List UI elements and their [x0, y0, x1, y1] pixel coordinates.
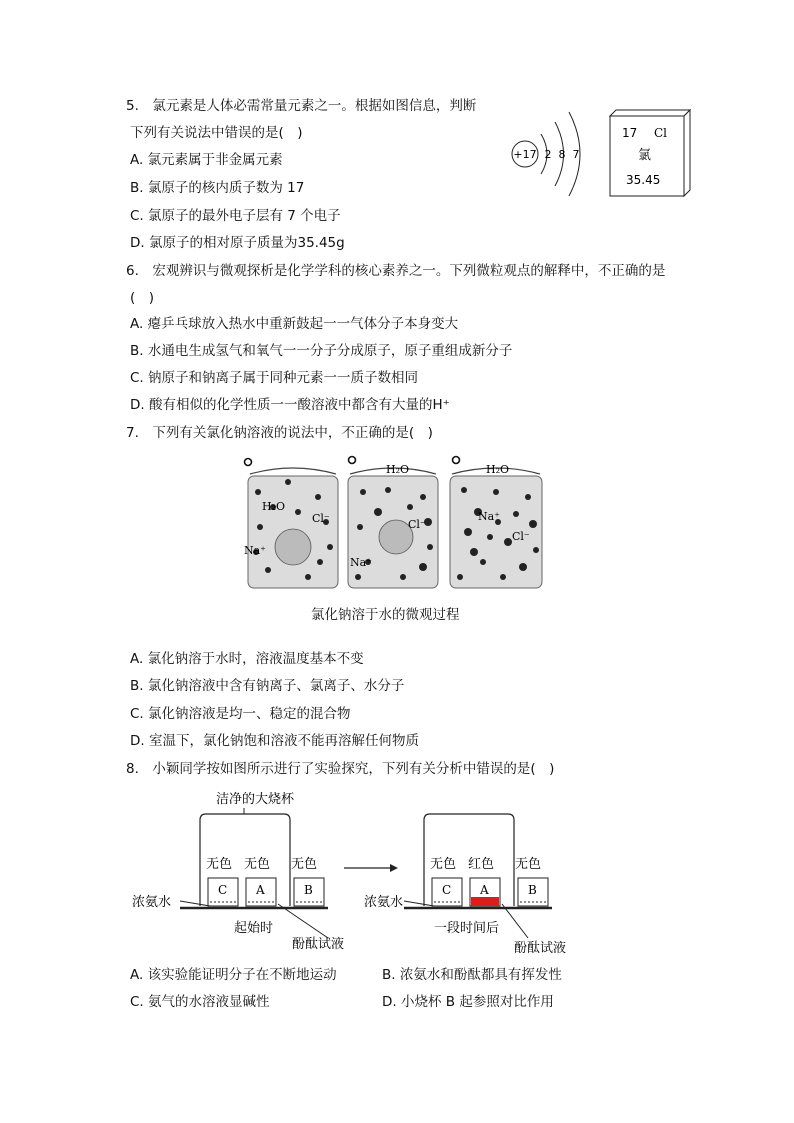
q5-stem-line1: 5. 氯元素是人体必需常量元素之一。根据如图信息，判断 — [126, 98, 477, 114]
time-label-right: 一段时间后 — [434, 921, 500, 936]
big-beaker-label: 洁净的大烧杯 — [216, 792, 295, 807]
q6-stem-line2: ( ) — [130, 290, 155, 306]
shell-electrons-3: 7 — [572, 148, 580, 161]
beaker-rim-1 — [250, 468, 336, 474]
q7-option-a: A. 氯化钠溶于水时，溶液温度基本不变 — [130, 651, 364, 667]
q6-option-d: D. 酸有相似的化学性质一一酸溶液中都含有大量的H⁺ — [130, 397, 450, 413]
h2o-label-2: H₂O — [386, 463, 410, 476]
cup-label-right-b: 无色 — [515, 857, 542, 872]
element-mass: 35.45 — [626, 173, 661, 187]
indicator-label-left: 酚酞试液 — [292, 937, 345, 952]
shell-electrons-1: 2 — [544, 148, 552, 161]
h2o-label-1: H₂O — [262, 500, 286, 513]
element-symbol: Cl — [654, 126, 668, 140]
q6-option-b: B. 水通电生成氢气和氧气一一分子分成原子，原子重组成新分子 — [130, 343, 513, 359]
cup-label-left-a: 无色 — [244, 857, 271, 872]
atom-structure-diagram — [505, 102, 605, 202]
cup-a-red-solution — [471, 897, 499, 906]
q8-option-a: A. 该实验能证明分子在不断地运动 — [130, 967, 337, 983]
cl-label-1: Cl⁻ — [312, 512, 330, 525]
q8-stem: 8. 小颖同学按如图所示进行了实验探究，下列有关分析中错误的是( ) — [126, 761, 555, 777]
q5-option-d: D. 氯原子的相对原子质量为35.45g — [130, 235, 345, 251]
time-label-left: 起始时 — [234, 921, 274, 936]
q7-option-d: D. 室温下，氯化钠饱和溶液不能再溶解任何物质 — [130, 733, 419, 749]
cup-label-left-b: 无色 — [291, 857, 318, 872]
q6-option-c: C. 钠原子和钠离子属于同种元素一一质子数相同 — [130, 370, 419, 386]
q7-option-b: B. 氯化钠溶液中含有钠离子、氯离子、水分子 — [130, 678, 405, 694]
q7-stem: 7. 下列有关氯化钠溶液的说法中，不正确的是( ) — [126, 425, 433, 441]
cup-c-left-letter: C — [218, 883, 228, 897]
cup-b-right-letter: B — [528, 883, 537, 897]
cup-label-left-c: 无色 — [206, 857, 233, 872]
element-number: 17 — [622, 126, 638, 140]
element-card — [606, 106, 692, 200]
na-label-2: Na⁺ — [350, 556, 372, 569]
ammonia-experiment-diagram — [128, 786, 588, 960]
q5-option-c: C. 氯原子的最外电子层有 7 个电子 — [130, 208, 341, 224]
q7-figure-caption: 氯化钠溶于水的微观过程 — [311, 607, 460, 623]
shell-electrons-2: 8 — [558, 148, 566, 161]
cup-b-left-letter: B — [304, 883, 313, 897]
cl-label-2: Cl⁻ — [408, 518, 426, 531]
q8-option-d: D. 小烧杯 B 起参照对比作用 — [382, 994, 554, 1010]
cup-label-right-c: 无色 — [430, 857, 457, 872]
nacl-dissolution-figure — [238, 452, 568, 594]
q6-option-a: A. 瘪乒乓球放入热水中重新鼓起一一气体分子本身变大 — [130, 316, 459, 332]
na-label-3: Na⁺ — [478, 510, 500, 523]
cup-a-right-letter: A — [480, 883, 489, 897]
cup-label-right-a: 红色 — [468, 857, 495, 872]
q6-stem-line1: 6. 宏观辨识与微观探析是化学学科的核心素养之一。下列微粒观点的解释中，不正确的是 — [126, 263, 666, 279]
cup-c-right-letter: C — [442, 883, 452, 897]
q8-option-c: C. 氨气的水溶液显碱性 — [130, 994, 270, 1010]
q8-option-b: B. 浓氨水和酚酞都具有挥发性 — [382, 967, 562, 983]
ammonia-label-right: 浓氨水 — [364, 895, 404, 910]
na-label-1: Na⁺ — [244, 544, 266, 557]
cl-label-3: Cl⁻ — [512, 530, 530, 543]
nacl-crystal-1 — [275, 529, 311, 565]
q7-option-c: C. 氯化钠溶液是均一、稳定的混合物 — [130, 706, 351, 722]
cup-a-left-letter: A — [256, 883, 265, 897]
indicator-label-right: 酚酞试液 — [514, 941, 567, 956]
element-name: 氯 — [638, 148, 652, 163]
q5-stem-line2: 下列有关说法中错误的是( ) — [130, 125, 303, 141]
nucleus-charge: +17 — [513, 148, 537, 161]
h2o-label-3: H₂O — [486, 463, 510, 476]
q5-option-a: A. 氯元素属于非金属元素 — [130, 152, 283, 168]
q5-option-b: B. 氯原子的核内质子数为 17 — [130, 180, 305, 196]
ammonia-label-left: 浓氨水 — [132, 895, 172, 910]
